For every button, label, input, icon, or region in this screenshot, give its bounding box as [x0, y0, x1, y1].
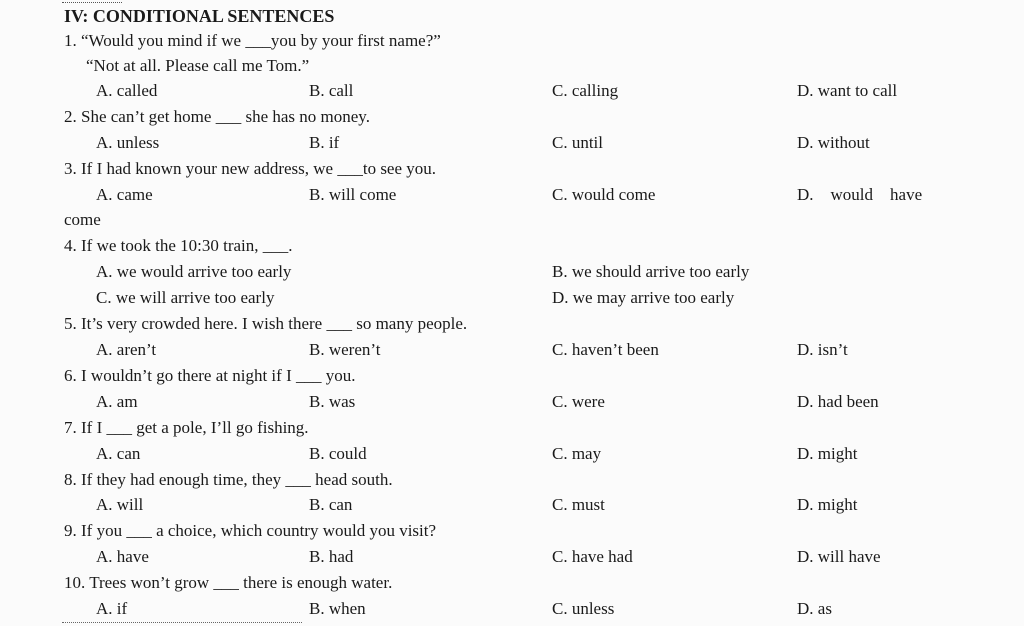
option-a[interactable]: A. have — [96, 547, 149, 566]
option-d[interactable]: D. will have — [797, 547, 881, 566]
question-8 — [0, 467, 1024, 493]
question-10-options — [0, 596, 1024, 622]
option-a[interactable]: A. if — [96, 599, 128, 618]
question-1-options — [0, 78, 1024, 104]
option-b[interactable]: B. had — [309, 547, 354, 566]
option-c[interactable]: C. unless — [552, 599, 615, 618]
option-c[interactable]: C. haven’t been — [552, 340, 659, 359]
option-d[interactable]: D. want to call — [797, 81, 898, 100]
question-7-options — [0, 441, 1024, 467]
question-stem: 6. I wouldn’t go there at night if I ___ you. — [64, 366, 356, 385]
question-stem: 4. If we took the 10:30 train, ___. — [64, 236, 293, 255]
option-c[interactable]: C. were — [552, 392, 605, 411]
option-a[interactable]: A. we would arrive too early — [96, 262, 292, 281]
option-b[interactable]: B. could — [309, 444, 367, 463]
question-9 — [0, 518, 1024, 544]
section-title: IV: CONDITIONAL SENTENCES — [64, 6, 335, 26]
question-6 — [0, 363, 1024, 389]
question-4-options-row2 — [0, 285, 1024, 311]
question-stem: 1. “Would you mind if we ___you by your first name?” — [64, 31, 441, 50]
option-c[interactable]: C. we will arrive too early — [96, 288, 275, 307]
option-c[interactable]: C. would come — [552, 185, 656, 204]
question-2-options — [0, 130, 1024, 156]
option-b[interactable]: B. when — [309, 599, 366, 618]
question-8-options — [0, 492, 1024, 518]
option-a[interactable]: A. came — [96, 185, 153, 204]
question-1-reply — [0, 53, 1024, 79]
option-a[interactable]: A. will — [96, 495, 144, 514]
option-d[interactable]: D. without — [797, 133, 870, 152]
question-5 — [0, 311, 1024, 337]
question-stem: 7. If I ___ get a pole, I’ll go fishing. — [64, 418, 309, 437]
section-title-row — [0, 3, 1024, 29]
option-a[interactable]: A. called — [96, 81, 158, 100]
option-d[interactable]: D. would have — [797, 185, 923, 204]
option-b[interactable]: B. we should arrive too early — [552, 262, 750, 281]
option-b[interactable]: B. call — [309, 81, 354, 100]
option-a[interactable]: A. am — [96, 392, 138, 411]
question-stem: 8. If they had enough time, they ___ head south. — [64, 470, 393, 489]
question-6-options — [0, 389, 1024, 415]
option-c[interactable]: C. until — [552, 133, 604, 152]
question-4-options-row1 — [0, 259, 1024, 285]
option-b[interactable]: B. was — [309, 392, 356, 411]
option-d[interactable]: D. as — [797, 599, 832, 618]
question-reply: “Not at all. Please call me Tom.” — [86, 56, 310, 75]
question-5-options — [0, 337, 1024, 363]
question-stem: 3. If I had known your new address, we ___to see you. — [64, 159, 437, 178]
option-c[interactable]: C. have had — [552, 547, 633, 566]
question-3-option-d-wrap — [0, 207, 1024, 233]
option-b[interactable]: B. weren’t — [309, 340, 381, 359]
question-stem: 10. Trees won’t grow ___ there is enough water. — [64, 573, 393, 592]
option-d-continuation: come — [64, 210, 101, 229]
option-d[interactable]: D. we may arrive too early — [552, 288, 735, 307]
question-3 — [0, 156, 1024, 182]
question-2 — [0, 104, 1024, 130]
question-1 — [0, 28, 1024, 54]
option-d[interactable]: D. had been — [797, 392, 879, 411]
option-a[interactable]: A. can — [96, 444, 141, 463]
option-c[interactable]: C. must — [552, 495, 605, 514]
option-d[interactable]: D. might — [797, 444, 858, 463]
question-stem: 2. She can’t get home ___ she has no money. — [64, 107, 370, 126]
option-a[interactable]: A. unless — [96, 133, 160, 152]
option-b[interactable]: B. will come — [309, 185, 397, 204]
option-d[interactable]: D. isn’t — [797, 340, 848, 359]
question-9-options — [0, 544, 1024, 570]
question-3-options — [0, 182, 1024, 208]
option-b[interactable]: B. can — [309, 495, 353, 514]
option-b[interactable]: B. if — [309, 133, 340, 152]
option-a[interactable]: A. aren’t — [96, 340, 157, 359]
question-10 — [0, 570, 1024, 596]
question-7 — [0, 415, 1024, 441]
question-stem: 9. If you ___ a choice, which country would you visit? — [64, 521, 437, 540]
option-c[interactable]: C. may — [552, 444, 602, 463]
question-stem: 5. It’s very crowded here. I wish there ___ so many people. — [64, 314, 468, 333]
question-4 — [0, 233, 1024, 259]
option-d[interactable]: D. might — [797, 495, 858, 514]
cropped-text-bottom — [62, 622, 302, 627]
option-c[interactable]: C. calling — [552, 81, 619, 100]
